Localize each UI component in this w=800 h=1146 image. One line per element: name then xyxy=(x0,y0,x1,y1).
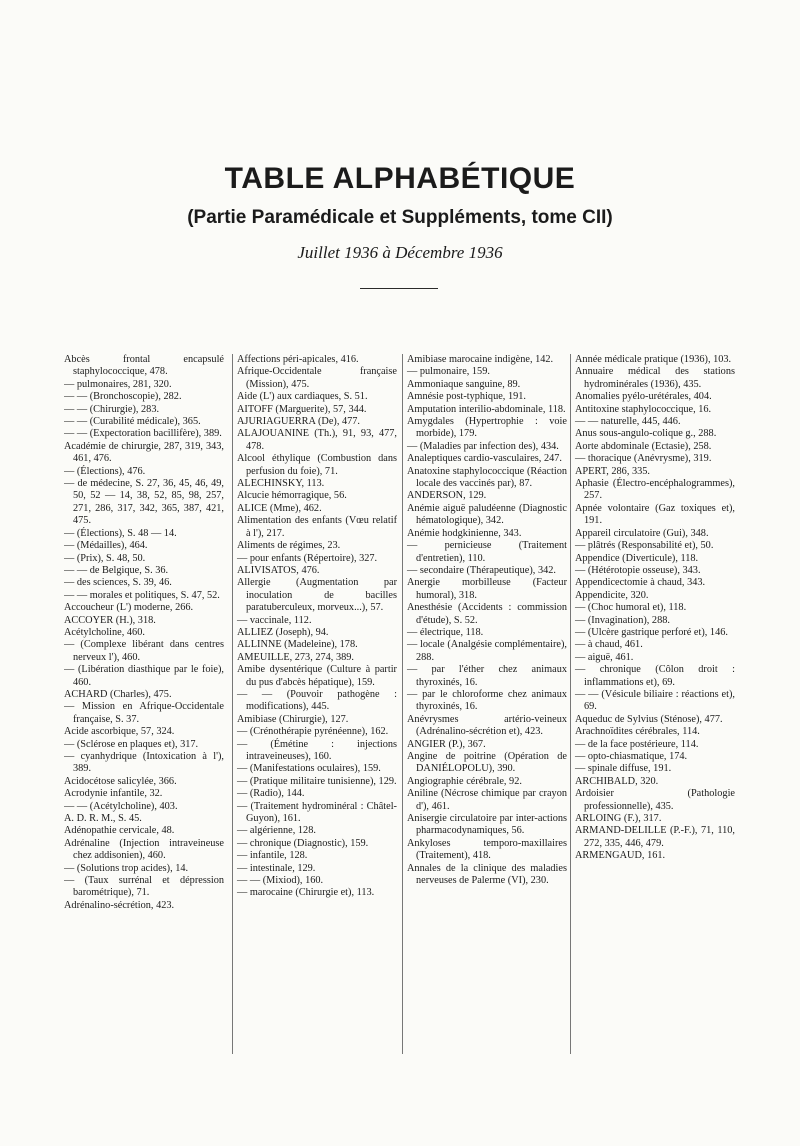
index-entry: — à chaud, 461. xyxy=(575,639,643,651)
index-entry: — — (Acétylcholine), 403. xyxy=(64,800,178,812)
index-entry: — thoracique (Anévrysme), 319. xyxy=(575,453,712,465)
index-entry: ARMENGAUD, 161. xyxy=(575,850,666,862)
index-entry: Appareil circulatoire (Gui), 348. xyxy=(575,527,709,539)
index-entry: ACHARD (Charles), 475. xyxy=(64,688,172,700)
index-entry: Aphasie (Électro-encéphalogrammes), 257. xyxy=(575,478,735,502)
index-entry: Alcucie hémorragique, 56. xyxy=(237,490,347,502)
index-entry: Ardoisier (Pathologie professionnelle), 435. xyxy=(575,788,735,812)
title-divider xyxy=(360,288,438,289)
index-entry: Affections péri-apicales, 416. xyxy=(237,354,359,365)
page-subtitle: (Partie Paramédicale et Suppléments, tome CII) xyxy=(187,207,613,228)
index-entry: Aide (L') aux cardiaques, S. 51. xyxy=(237,391,368,403)
index-entry: Angiographie cérébrale, 92. xyxy=(407,775,522,787)
index-entry: ARCHIBALD, 320. xyxy=(575,775,659,787)
index-entry: Anus sous-angulo-colique g., 288. xyxy=(575,428,717,440)
index-entry: — (Taux surrénal et dépression barométrique), 71. xyxy=(64,875,224,899)
index-entry: ARMAND-DELILLE (P.-F.), 71, 110, 272, 335, 446, 479. xyxy=(575,825,735,849)
index-entry: — marocaine (Chirurgie et), 113. xyxy=(237,887,375,899)
index-entry: — — (Pouvoir pathogène : modifications), 445. xyxy=(237,688,397,713)
index-entry: — (Émétine : injections intraveineuses), 160. xyxy=(237,738,397,762)
index-entry: — par l'éther chez animaux thyroxinés, 16. xyxy=(407,664,567,688)
index-entry: Anémie aiguë paludéenne (Diagnostic hématologique), 342. xyxy=(407,502,567,527)
index-entry: — — naturelle, 445, 446. xyxy=(575,416,681,428)
index-entry: Anévrysmes artério-veineux (Adrénalino-sécrétion et), 423. xyxy=(407,713,567,738)
index-column-3 xyxy=(402,354,567,1054)
index-entry: — secondaire (Thérapeutique), 342. xyxy=(407,564,556,576)
index-entry: Acétylcholine, 460. xyxy=(64,626,145,638)
index-entry: A. D. R. M., S. 45. xyxy=(64,813,142,825)
index-entry: — — (Mixiod), 160. xyxy=(237,875,324,887)
index-entry: Alcool éthylique (Combustion dans perfusion du foie), 71. xyxy=(237,453,397,477)
index-columns xyxy=(64,354,764,1054)
index-entry: Appendicite, 320. xyxy=(575,589,649,601)
index-entry: — (Crénothérapie pyrénéenne), 162. xyxy=(237,726,389,738)
index-entry: Anémie hodgkinienne, 343. xyxy=(407,527,522,539)
index-column-4 xyxy=(570,354,735,1054)
index-entry: ALICE (Mme), 462. xyxy=(237,502,322,514)
index-entry: — — (Vésicule biliaire : réactions et), 69. xyxy=(575,688,735,713)
index-entry: Accoucheur (L') moderne, 266. xyxy=(64,602,194,614)
index-entry: — par le chloroforme chez animaux thyroxinés, 16. xyxy=(407,688,567,713)
index-entry: ALAJOUANINE (Th.), 91, 93, 477, 478. xyxy=(237,428,397,452)
index-column-2 xyxy=(232,354,397,1054)
index-entry: — (Radio), 144. xyxy=(237,788,305,800)
index-entry: Aliments de régimes, 23. xyxy=(237,540,341,552)
index-entry: — locale (Analgésie complémentaire), 288. xyxy=(407,639,567,663)
index-entry: Adénopathie cervicale, 48. xyxy=(64,825,175,837)
index-entry: Aniline (Nécrose chimique par crayon d'), 461. xyxy=(407,788,567,812)
index-entry: Aqueduc de Sylvius (Sténose), 477. xyxy=(575,713,723,725)
index-entry: Acrodynie infantile, 32. xyxy=(64,788,163,800)
index-entry: AITOFF (Marguerite), 57, 344. xyxy=(237,403,367,415)
index-entry: ARLOING (F.), 317. xyxy=(575,813,662,825)
index-entry: Amygdales (Hypertrophie : voie morbide), 179. xyxy=(407,416,567,440)
index-entry: — pulmonaires, 281, 320. xyxy=(64,378,172,390)
index-entry: — algérienne, 128. xyxy=(237,825,316,837)
index-entry: — (Complexe libérant dans centres nerveux l'), 460. xyxy=(64,639,224,663)
index-entry: — de la face postérieure, 114. xyxy=(575,738,699,750)
index-entry: — spinale diffuse, 191. xyxy=(575,763,672,775)
index-entry: — (Hétérotopie osseuse), 343. xyxy=(575,564,701,576)
index-entry: Anesthésie (Accidents : commission d'étude), S. 52. xyxy=(407,602,567,626)
index-entry: Ammoniaque sanguine, 89. xyxy=(407,378,521,390)
index-entry: Aorte abdominale (Ectasie), 258. xyxy=(575,440,712,452)
index-entry: Ankyloses temporo-maxillaires (Traitement), 418. xyxy=(407,837,567,862)
index-entry: AJURIAGUERRA (De), 477. xyxy=(237,416,360,428)
index-entry: — cyanhydrique (Intoxication à l'), 389. xyxy=(64,751,224,775)
index-entry: — pour enfants (Répertoire), 327. xyxy=(237,552,378,564)
index-entry: Acidocétose salicylée, 366. xyxy=(64,775,177,787)
index-entry: — Mission en Afrique-Occidentale française, S. 37. xyxy=(64,701,224,725)
index-entry: Appendice (Diverticule), 118. xyxy=(575,552,699,564)
index-entry: — (Choc humoral et), 118. xyxy=(575,602,687,614)
index-entry: — (Pratique militaire tunisienne), 129. xyxy=(237,775,397,787)
index-entry: ALECHINSKY, 113. xyxy=(237,478,325,490)
index-entry: Apnée volontaire (Gaz toxiques et), 191. xyxy=(575,502,735,527)
index-entry: — (Libération diasthique par le foie), 460. xyxy=(64,664,224,688)
index-entry: — chronique (Côlon droit : inflammations et), 69. xyxy=(575,664,735,688)
index-entry: — infantile, 128. xyxy=(237,850,308,862)
index-entry: — chronique (Diagnostic), 159. xyxy=(237,837,369,849)
period-line: Juillet 1936 à Décembre 1936 xyxy=(297,243,503,262)
index-entry: Angine de poitrine (Opération de DANIÉLOPOLU), 390. xyxy=(407,751,567,775)
index-entry: AMEUILLE, 273, 274, 389. xyxy=(237,651,354,663)
index-entry: Allergie (Augmentation par inoculation de bacilles paratuberculeux, morveux...), 57. xyxy=(237,577,397,614)
index-entry: — — morales et politiques, S. 47, 52. xyxy=(64,589,220,601)
index-entry: — (Maladies par infection des), 434. xyxy=(407,440,559,452)
index-entry: ACCOYER (H.), 318. xyxy=(64,614,156,626)
index-entry: — (Médailles), 464. xyxy=(64,540,148,552)
index-entry: Anisergie circulatoire par inter-actions pharmacodynamiques, 56. xyxy=(407,813,567,837)
index-entry: Amibiase marocaine indigène, 142. xyxy=(407,354,554,365)
index-entry: — — (Expectoration bacillifère), 389. xyxy=(64,428,222,440)
index-entry: — de médecine, S. 27, 36, 45, 46, 49, 50, 52 — 14, 38, 52, 85, 98, 257, 271, 286, 317, 342, 365, 387, 421, 475. xyxy=(64,478,224,527)
index-entry: — (Invagination), 288. xyxy=(575,614,670,626)
index-entry: Adrénalino-sécrétion, 423. xyxy=(64,899,175,911)
index-entry: Alimentation des enfants (Vœu relatif à l'), 217. xyxy=(237,515,397,539)
index-entry: Amibiase (Chirurgie), 127. xyxy=(237,713,349,725)
index-entry: — pulmonaire, 159. xyxy=(407,366,490,378)
index-entry: ALLIEZ (Joseph), 94. xyxy=(237,626,329,638)
index-entry: — — (Curabilité médicale), 365. xyxy=(64,416,201,428)
index-entry: Acide ascorbique, 57, 324. xyxy=(64,726,175,738)
index-entry: Amibe dysentérique (Culture à partir du pus d'abcès hépatique), 159. xyxy=(237,664,397,688)
index-entry: ALIVISATOS, 476. xyxy=(237,564,320,576)
index-entry: Anatoxine staphylococcique (Réaction locale des vaccinés par), 87. xyxy=(407,465,567,490)
page-header xyxy=(0,162,800,264)
index-entry: Adrénaline (Injection intraveineuse chez addisonien), 460. xyxy=(64,837,224,862)
index-entry: Anergie morbilleuse (Facteur humoral), 318. xyxy=(407,577,567,601)
index-entry: Année médicale pratique (1936), 103. xyxy=(575,354,732,365)
index-entry: Amputation interilio-abdominale, 118. xyxy=(407,403,566,415)
index-entry: — (Solutions trop acides), 14. xyxy=(64,862,189,874)
index-entry: — — de Belgique, S. 36. xyxy=(64,564,169,576)
index-entry: — (Élections), S. 48 — 14. xyxy=(64,527,177,539)
index-entry: Académie de chirurgie, 287, 319, 343, 461, 476. xyxy=(64,440,224,465)
index-entry: — opto-chiasmatique, 174. xyxy=(575,751,688,762)
index-entry: — (Prix), S. 48, 50. xyxy=(64,552,146,564)
index-entry: — aiguë, 461. xyxy=(575,651,634,663)
index-entry: Afrique-Occidentale française (Mission), 475. xyxy=(237,366,397,390)
index-entry: — plâtrés (Responsabilité et), 50. xyxy=(575,540,714,552)
index-entry: Analeptiques cardio-vasculaires, 247. xyxy=(407,453,562,465)
index-entry: — vaccinale, 112. xyxy=(237,614,312,626)
index-entry: Amnésie post-typhique, 191. xyxy=(407,391,526,403)
index-entry: — des sciences, S. 39, 46. xyxy=(64,577,172,589)
index-entry: — intestinale, 129. xyxy=(237,862,316,874)
page-title: TABLE ALPHABÉTIQUE xyxy=(224,162,576,195)
index-entry: — électrique, 118. xyxy=(407,626,484,638)
index-entry: Appendicectomie à chaud, 343. xyxy=(575,577,706,589)
index-entry: — (Ulcère gastrique perforé et), 146. xyxy=(575,626,728,638)
index-entry: — (Élections), 476. xyxy=(64,465,146,477)
index-entry: ANDERSON, 129. xyxy=(407,490,487,502)
index-entry: — (Manifestations oculaires), 159. xyxy=(237,763,381,775)
index-entry: Arachnoïdites cérébrales, 114. xyxy=(575,726,700,738)
index-column-1 xyxy=(64,354,228,1054)
index-entry: — — (Bronchoscopie), 282. xyxy=(64,391,182,403)
index-entry: Annales de la clinique des maladies nerveuses de Palerme (VI), 230. xyxy=(407,862,567,887)
index-entry: — — (Chirurgie), 283. xyxy=(64,403,160,415)
index-entry: Abcès frontal encapsulé staphylococcique, 478. xyxy=(64,354,224,378)
index-entry: — (Sclérose en plaques et), 317. xyxy=(64,738,199,750)
index-entry: ANGIER (P.), 367. xyxy=(407,738,486,750)
index-entry: — (Traitement hydrominéral : Châtel-Guyon), 161. xyxy=(237,800,397,825)
index-entry: ALLINNE (Madeleine), 178. xyxy=(237,639,358,651)
index-entry: — pernicieuse (Traitement d'entretien), 110. xyxy=(407,540,567,564)
index-entry: APERT, 286, 335. xyxy=(575,465,650,477)
index-entry: Antitoxine staphylococcique, 16. xyxy=(575,403,712,415)
index-entry: Anomalies pyélo-urétérales, 404. xyxy=(575,391,712,403)
index-entry: Annuaire médical des stations hydrominérales (1936), 435. xyxy=(575,366,735,390)
